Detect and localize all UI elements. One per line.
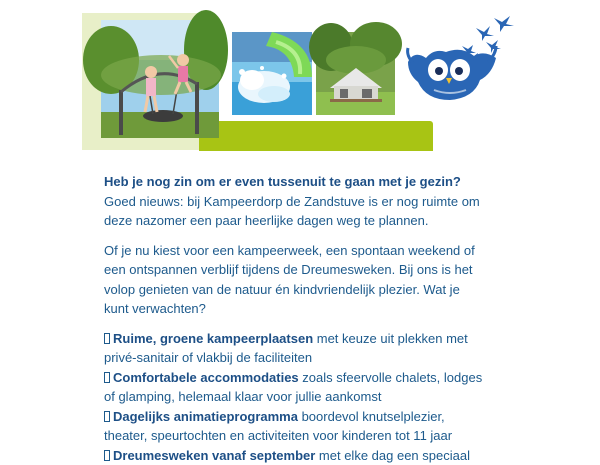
intro-text: Goed nieuws: bij Kampeerdorp de Zandstuve is er nog ruimte om deze nazomer een paar heerlijke dagen weg te plannen. — [104, 194, 480, 229]
bullet-icon — [104, 411, 110, 422]
bullet-icon — [104, 372, 110, 383]
feature-description: met elke dag een speciaal — [315, 448, 470, 463]
bullet-icon — [104, 333, 110, 344]
chalet-photo — [316, 32, 395, 115]
feature-list — [104, 329, 484, 465]
feature-item — [104, 368, 484, 407]
experience-paragraph: Of je nu kiest voor een kampeerweek, een spontaan weekend of een ontspannen verblijf tijdens de Dreumesweken. Bij ons is het volop genieten van de natuur én kindvriendelijk plezier. Wat je kunt verwachten? — [104, 241, 484, 319]
playground-photo — [101, 20, 219, 138]
intro-lead: Heb je nog zin om er even tussenuit te gaan met je gezin? — [104, 174, 461, 189]
feature-item — [104, 329, 484, 368]
feature-description: zoals sfeervolle chalets, lodges of glamping, helemaal klaar voor jullie aankomst — [104, 370, 482, 405]
flying-birds-icon — [456, 12, 520, 62]
feature-description: met keuze uit plekken met privé-sanitair of vlakbij de faciliteiten — [104, 331, 468, 366]
feature-item — [104, 407, 484, 446]
bullet-icon — [104, 450, 110, 461]
feature-title: Comfortabele accommodaties — [113, 370, 299, 385]
feature-item — [104, 446, 484, 465]
newsletter-body — [104, 172, 484, 465]
feature-description: boordevol knutselplezier, theater, speurtochten en activiteiten voor kinderen tot 11 jaar — [104, 409, 452, 444]
intro-paragraph — [104, 172, 484, 231]
feature-title: Ruime, groene kampeerplaatsen — [113, 331, 313, 346]
feature-title: Dagelijks animatieprogramma — [113, 409, 298, 424]
feature-title: Dreumesweken vanaf september — [113, 448, 315, 463]
header-green-bar — [199, 121, 433, 151]
waterslide-photo — [232, 32, 312, 115]
header-banner — [0, 0, 600, 160]
